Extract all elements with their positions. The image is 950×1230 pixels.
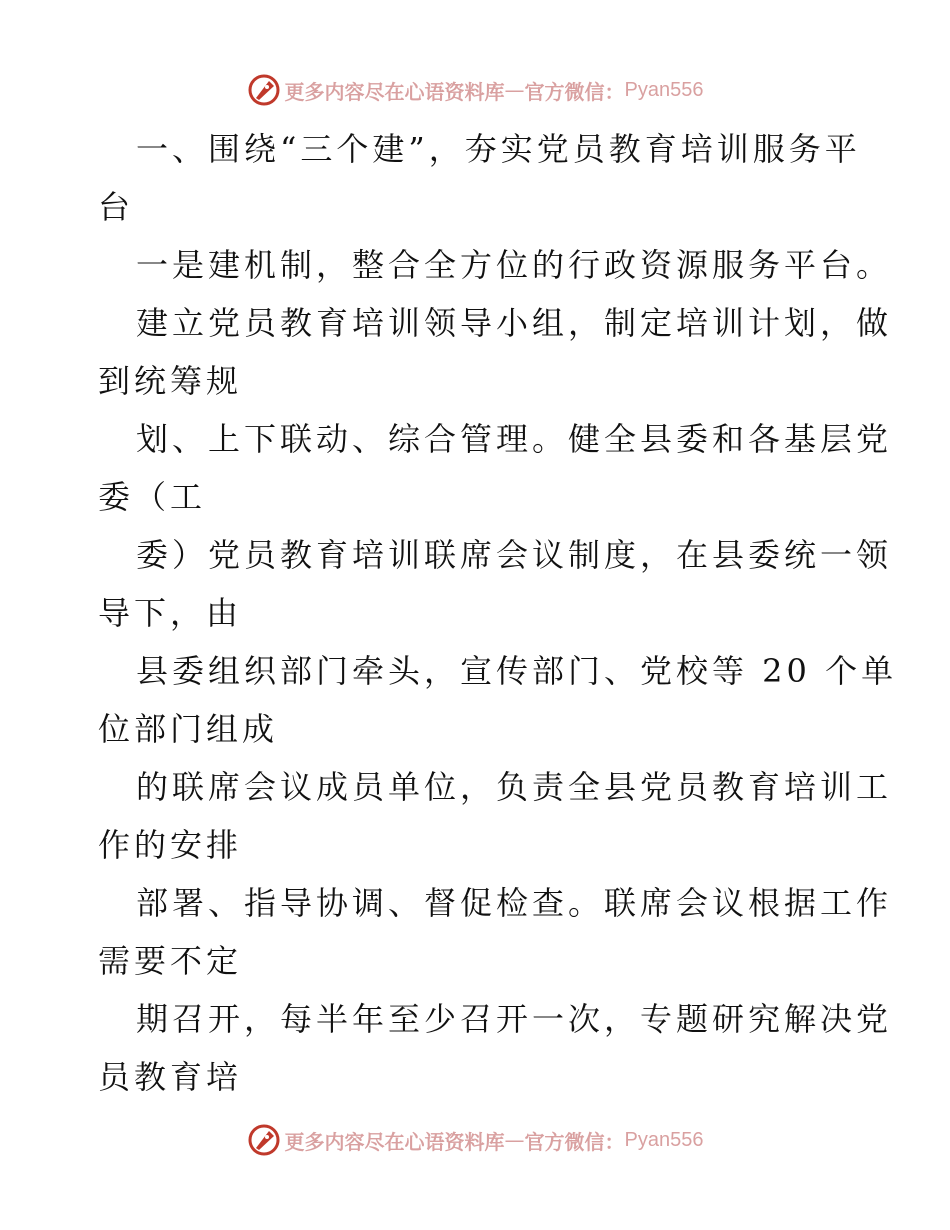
body-line: 建立党员教育培训领导小组，制定培训计划，做 (136, 304, 893, 342)
body-line: 位部门组成 (98, 710, 279, 748)
banner-separator: — (504, 78, 525, 102)
banner-site-text: 更多内容尽在心语资料库 (284, 79, 505, 104)
banner-wechat-id: Pyan556 (624, 78, 704, 101)
banner-wechat-label: 官方微信： (524, 79, 625, 104)
body-line: 县委组织部门牵头，宣传部门、党校等 20 个单 (136, 652, 898, 690)
body-line: 部署、指导协调、督促检查。联席会议根据工作 (136, 884, 893, 922)
pen-nib-icon (247, 73, 281, 107)
body-line: 期召开，每半年至少召开一次，专题研究解决党 (136, 1000, 893, 1038)
body-line: 的联席会议成员单位，负责全县党员教育培训工 (136, 768, 893, 806)
header-banner (0, 70, 950, 110)
pen-nib-icon (247, 1123, 281, 1157)
body-line: 到统筹规 (98, 362, 243, 400)
banner-wechat-id: Pyan556 (624, 1128, 704, 1151)
body-line: 导下，由 (98, 594, 243, 632)
footer-banner (0, 1120, 950, 1160)
body-line: 划、上下联动、综合管理。健全县委和各基层党 (136, 420, 893, 458)
document-body (98, 120, 898, 1106)
body-line: 委（工 (98, 478, 207, 516)
body-line: 一、围绕“三个建”，夯实党员教育培训服务平 (136, 130, 861, 168)
body-line: 委）党员教育培训联席会议制度，在县委统一领 (136, 536, 893, 574)
banner-wechat-label: 官方微信： (524, 1129, 625, 1154)
body-line: 员教育培 (98, 1058, 243, 1096)
banner-site-text: 更多内容尽在心语资料库 (284, 1129, 505, 1154)
body-line: 作的安排 (98, 826, 243, 864)
banner-separator: — (504, 1128, 525, 1152)
body-line: 台 (98, 188, 135, 226)
body-line: 一是建机制，整合全方位的行政资源服务平台。 (136, 246, 893, 284)
body-line: 需要不定 (98, 942, 243, 980)
